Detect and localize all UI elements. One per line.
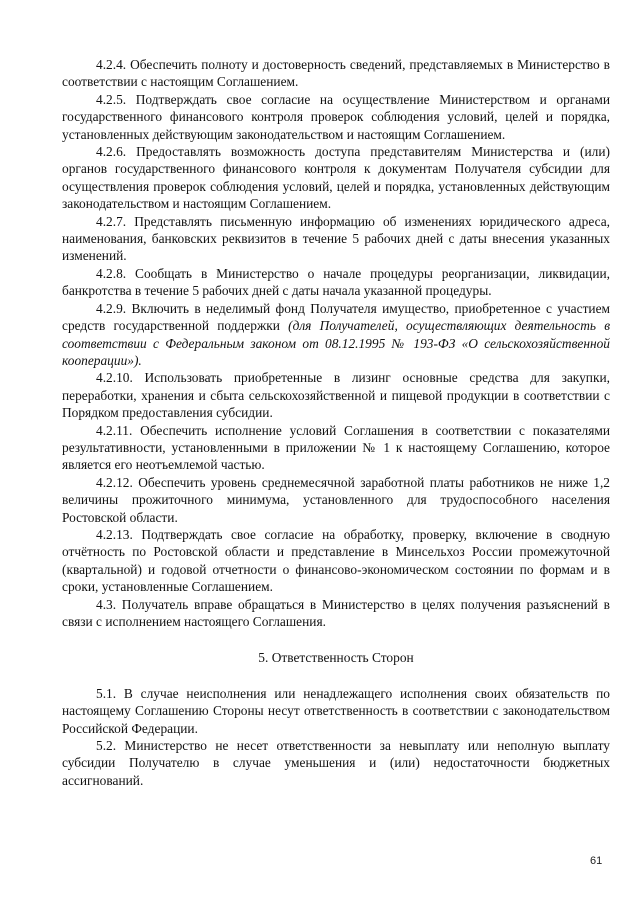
clause-4-2-9-italic-note: (для Получателей, осуществляющих деятельность в соответствии с Федеральным законом от 08.12.1995 № 193-ФЗ «О сельскохозяйственной кооперации»). <box>62 318 611 368</box>
clause-4-2-11: 4.2.11. Обеспечить исполнение условий Соглашения в соответствии с показателями результативности, установленными в приложении № 1 к настоящему Соглашению, которое является его неотъемлемой частью. <box>62 422 610 473</box>
section-5-heading: 5. Ответственность Сторон <box>258 650 414 666</box>
clause-4-2-13: 4.2.13. Подтверждать свое согласие на обработку, проверку, включение в сводную отчётность по Ростовской области и представление в Минсельхоз России промежуточной (квартальной) и годовой отчетности о финансово-экономическом состоянии по формам и в сроки, установленные Соглашением. <box>62 526 610 595</box>
clause-4-2-10: 4.2.10. Использовать приобретенные в лизинг основные средства для закупки, переработки, хранения и сбыта сельскохозяйственной и пищевой продукции в соответствии с Порядком предоставления субсидии. <box>62 370 610 421</box>
clause-4-3: 4.3. Получатель вправе обращаться в Министерство в целях получения разъяснений в связи с исполнением настоящего Соглашения. <box>62 596 610 629</box>
clause-4-2-8: 4.2.8. Сообщать в Министерство о начале процедуры реорганизации, ликвидации, банкротства в течение 5 рабочих дней с даты начала указанной процедуры. <box>62 265 610 299</box>
page-number: 61 <box>590 855 603 867</box>
clause-5-2: 5.2. Министерство не несет ответственности за невыплату или неполную выплату субсидии Получателю в случае уменьшения и (или) недостаточности бюджетных ассигнований. <box>62 738 610 788</box>
clause-4-2-12: 4.2.12. Обеспечить уровень среднемесячной заработной платы работников не ниже 1,2 величины прожиточного минимума, установленного для трудоспособного населения Ростовской области. <box>62 474 610 525</box>
clause-4-2-9 <box>62 300 610 370</box>
clause-4-2-9-text: 4.2.9. Включить в неделимый фонд Получателя имущество, приобретенное с участием средств государственной поддержки <box>62 300 610 334</box>
clause-4-2-7: 4.2.7. Представлять письменную информацию об изменениях юридического адреса, наименования, банковских реквизитов в течение 5 рабочих дней с даты внесения указанных изменений. <box>62 213 610 264</box>
clause-4-2-6: 4.2.6. Предоставлять возможность доступа представителям Министерства и (или) органов государственного финансового контроля к документам Получателя субсидии для осуществления проверок соблюдения условий, целей и порядка, установленных действующим законодательством и настоящим Соглашением. <box>62 144 610 212</box>
clause-5-1: 5.1. В случае неисполнения или ненадлежащего исполнения своих обязательств по настоящему Соглашению Стороны несут ответственность в соответствии с законодательством Российской Федерации. <box>62 685 610 736</box>
clause-4-2-4: 4.2.4. Обеспечить полноту и достоверность сведений, представляемых в Министерство в соответствии с настоящим Соглашением. <box>62 57 610 90</box>
clause-4-2-5: 4.2.5. Подтверждать свое согласие на осуществление Министерством и органами государственного финансового контроля проверок соблюдения условий, целей и порядка, установленных действующим законодательством и настоящим Соглашением. <box>62 91 610 142</box>
document-page <box>62 56 610 789</box>
